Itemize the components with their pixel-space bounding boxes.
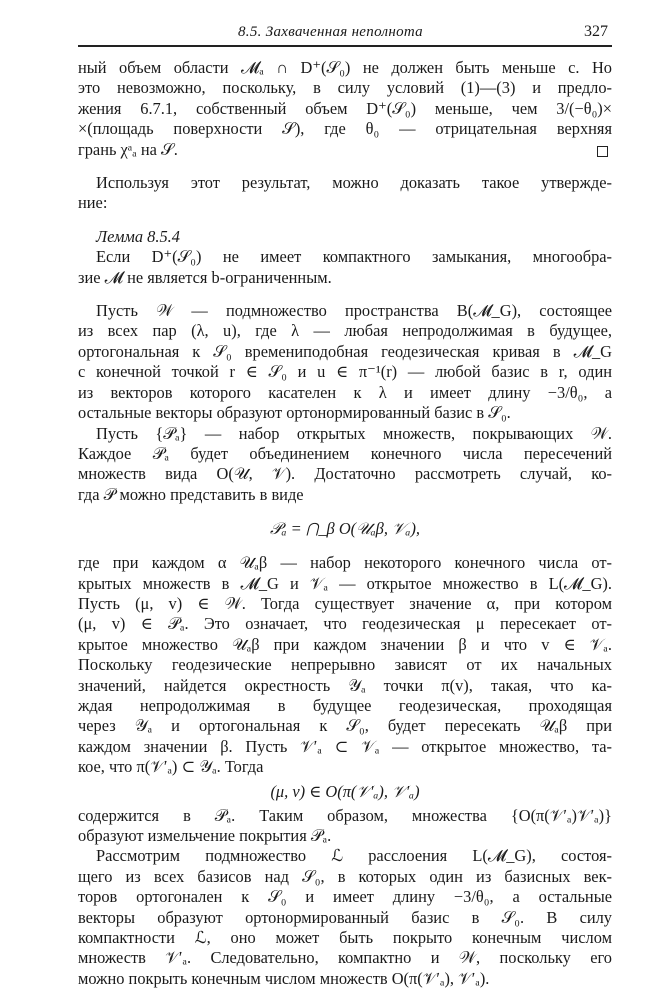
display-formula: (μ, v) ∈ O(π(𝒱′ₐ), 𝒱′ₐ) (270, 781, 420, 801)
running-header (78, 14, 612, 44)
text-line: значений, найдется окрестность 𝒴ₐ точки π(v), такая, что ка- (78, 675, 612, 695)
text-line: векторы образуют ортонормированный базис в 𝒮₀. В силу (78, 907, 612, 927)
section-title: 8.5. Захваченная неполнота (238, 24, 423, 40)
text-line: можно покрыть конечным числом множеств O(π(𝒱′ₐ), 𝒱′ₐ). (78, 968, 490, 988)
text-line: из всех пар (λ, u), где λ — любая непродолжимая в будущее, (78, 321, 612, 341)
body-text (78, 58, 612, 989)
text-line: Пусть (μ, v) ∈ 𝒲. Тогда существует значение α, при котором (78, 593, 612, 613)
qed-square-icon (597, 146, 608, 157)
text-line: крытых множеств в 𝓜_G и 𝒱ₐ — открытое множество в L(𝓜_G). (78, 573, 612, 593)
text-line: Поскольку геодезические непрерывно зависят от их начальных (78, 655, 612, 675)
text-line: это невозможно, поскольку, в силу условий (1)—(3) и предло- (78, 78, 612, 98)
text-line: с конечной точкой r ∈ 𝒮₀ и u ∈ π⁻¹(r) — любой базис в r, один (78, 362, 612, 382)
text-line: множеств вида O(𝒰, 𝒱). Достаточно рассмотреть случай, ко- (78, 464, 612, 484)
text-line: Используя этот результат, можно доказать такое утвержде- (96, 173, 612, 193)
text-line: Каждое 𝒫ₐ будет объединением конечного числа пересечений (78, 443, 612, 463)
text-line: Лемма 8.5.4 (96, 226, 180, 246)
text-line: щего из всех базисов над 𝒮₀, в которых один из базисных век- (78, 866, 612, 886)
header-rule (78, 45, 612, 47)
text-line: компактности ℒ, оно может быть покрыто конечным числом (78, 928, 612, 948)
text-line: множеств 𝒱′ₐ. Следовательно, компактно и 𝒲, поскольку его (78, 948, 612, 968)
text-line: (μ, v) ∈ 𝒫ₐ. Это означает, что геодезическая μ пересекает от- (78, 614, 612, 634)
paragraph-gap (78, 288, 612, 301)
text-line: Пусть {𝒫ₐ} — набор открытых множеств, покрывающих 𝒲. (96, 423, 612, 443)
text-line: каждом значении β. Пусть 𝒱′ₐ ⊂ 𝒱ₐ — открытое множество, та- (78, 736, 612, 756)
text-line: крытое множество 𝒰ₐβ при каждом значении β и что v ∈ 𝒱ₐ. (78, 634, 612, 654)
text-line: из векторов которого касателен к λ и имеет длину −3/θ₀, а (78, 382, 612, 402)
text-line: через 𝒴ₐ и ортогональная к 𝒮₀, будет пересекать 𝒰ₐβ при (78, 716, 612, 736)
page-number: 327 (584, 23, 608, 40)
text-line: образуют измельчение покрытия 𝒫ₐ. (78, 826, 332, 845)
text-line: ный объем области 𝓜ₐ ∩ D⁺(𝒮₀) не должен быть меньше c. Но (78, 58, 612, 77)
text-line: Если D⁺(𝒮₀) не имеет компактного замыкания, многообра- (96, 247, 612, 267)
paragraph-gap (78, 160, 612, 173)
text-line: грань χᵃₐ на 𝒮. (78, 140, 612, 160)
text-line: ×(площадь поверхности 𝒮), где θ₀ — отрицательная верхняя (78, 119, 612, 139)
text-line: где при каждом α 𝒰ₐβ — набор некоторого конечного числа от- (78, 553, 612, 573)
text-line: ние: (78, 193, 108, 213)
text-line: ортогональная к 𝒮₀ времениподобная геодезическая кривая в 𝓜_G (78, 341, 612, 361)
text-line: жения 6.7.1, собственный объем D⁺(𝒮₀) меньше, чем 3/(−θ₀)× (78, 98, 612, 118)
text-line: кое, что π(𝒱′ₐ) ⊂ 𝒴ₐ. Тогда (78, 757, 264, 777)
text-line: зие 𝓜 не является b-ограниченным. (78, 267, 332, 287)
paragraph-gap (78, 214, 612, 227)
text-line: содержится в 𝒫ₐ. Таким образом, множества {O(π(𝒱′ₐ)𝒱′ₐ)} (78, 805, 612, 825)
text-line: Рассмотрим подмножество ℒ расслоения L(𝓜_G), состоя- (96, 846, 612, 866)
text-line: остальные векторы образуют ортонормированный базис в 𝒮₀. (78, 403, 511, 423)
text-line: ждая непродолжимая в будущее геодезическая, проходящая (78, 695, 612, 715)
text-line: гда 𝒫 можно представить в виде (78, 484, 304, 504)
display-formula: 𝒫ₐ = ⋂_β O(𝒰ₐβ, 𝒱ₐ), (269, 519, 421, 539)
text-line: Пусть 𝒲 — подмножество пространства B(𝓜_G), состоящее (96, 301, 612, 321)
text-line: торов ортогонален к 𝒮₀ и имеет длину −3/θ₀, а остальные (78, 887, 612, 907)
